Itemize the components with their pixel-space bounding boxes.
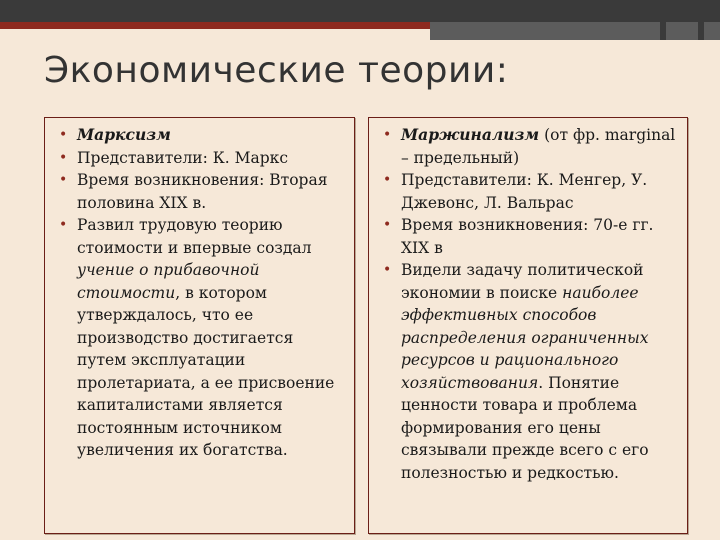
left-bullet-list — [59, 124, 344, 462]
bullet-icon: • — [383, 217, 392, 233]
list-item-text: Время возникновения: 70-е гг. XIX в — [401, 216, 654, 257]
list-item — [383, 169, 677, 214]
list-item — [59, 147, 344, 170]
bullet-icon: • — [59, 217, 68, 233]
bullet-icon: • — [59, 149, 68, 166]
top-bar-divider — [698, 22, 704, 40]
bullet-icon: • — [59, 127, 68, 143]
right-bullet-list — [383, 124, 677, 484]
list-item — [383, 259, 677, 484]
list-item-text: Маржинализм — [401, 125, 540, 144]
list-item-text: Время возникновения: Вторая половина XIX в. — [77, 171, 328, 212]
list-item-text: . Понятие ценности товара и проблема формирования его цены связывали прежде всего с его полезностью и редкостью. — [401, 373, 649, 482]
slide-title: Экономические теории: — [44, 50, 509, 91]
list-item-text: Представители: К. Менгер, У. Джевонс, Л. Вальрас — [401, 171, 648, 212]
list-item-text: Развил трудовую теорию стоимости и впервые создал — [77, 216, 312, 257]
top-bar — [0, 0, 720, 22]
list-item-text: (от фр. marginal – предельный) — [401, 126, 676, 167]
bullet-icon: • — [383, 262, 392, 278]
top-gray-bar — [430, 22, 720, 40]
list-item-text: учение о прибавочной стоимости — [77, 261, 260, 302]
list-item-text: Марксизм — [77, 125, 171, 144]
list-item — [59, 214, 344, 462]
right-panel-marginalism — [368, 117, 688, 534]
list-item-text: Представители: К. Маркс — [77, 148, 289, 167]
bullet-icon: • — [383, 172, 392, 188]
left-panel-marxism — [44, 117, 355, 534]
top-accent-bar — [0, 22, 430, 29]
bullet-icon: • — [59, 172, 68, 188]
top-bar-divider — [660, 22, 666, 40]
list-item-text: Видели задачу политической экономии в поиске — [401, 261, 644, 302]
list-item-text: наиболее эффективных способов распределения ограниченных ресурсов и рационального хозяйствования — [401, 283, 649, 392]
list-item — [59, 169, 344, 214]
list-item — [383, 214, 677, 259]
list-item-text: , в котором утверждалось, что ее производство достигается путем эксплуатации пролетариата, а ее присвоение капиталистами является постоянным источником увеличения их богатства. — [77, 283, 335, 459]
list-item — [383, 124, 677, 169]
list-item — [59, 124, 344, 147]
bullet-icon: • — [383, 127, 392, 143]
